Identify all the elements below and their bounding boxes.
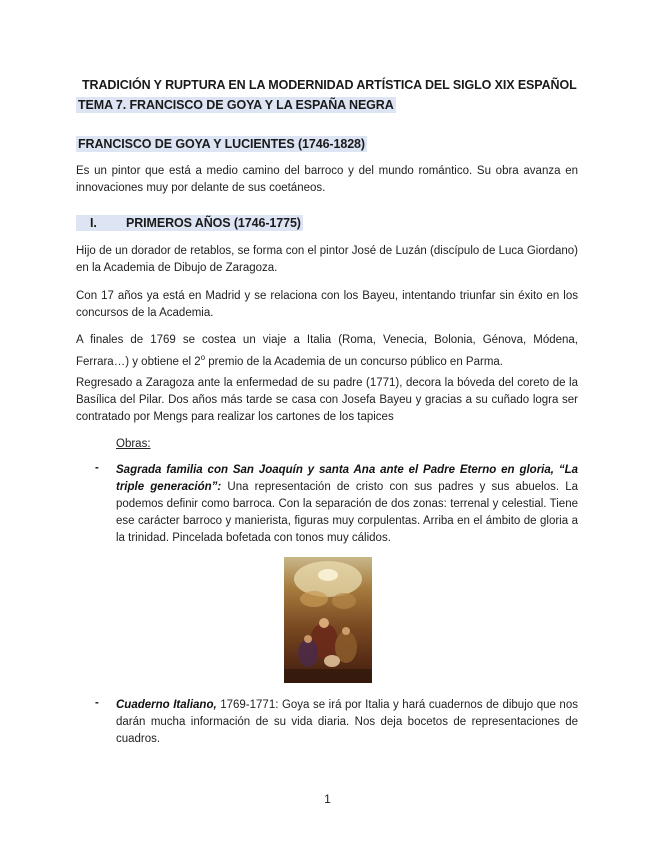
paragraph-4: Regresado a Zaragoza ante la enfermedad de su padre (1771), decora la bóveda del coreto de la Basílica del Pilar. Dos años más tarde se casa con Josefa Bayeu y gracias a su cuñado logra ser contratado por Mengs para realizar los cartones de los tapices — [76, 377, 578, 423]
obra-item — [116, 462, 578, 547]
document-title: TRADICIÓN Y RUPTURA EN LA MODERNIDAD ARTÍSTICA DEL SIGLO XIX ESPAÑOL — [82, 78, 577, 92]
painting-image — [284, 557, 372, 683]
obra-title: Sagrada familia con San Joaquín y santa Ana ante el Padre Eterno en gloria, “La triple generación”: — [116, 464, 578, 493]
subsection-title: PRIMEROS AÑOS (1746-1775) — [126, 216, 301, 230]
paragraph-2: Con 17 años ya está en Madrid y se relaciona con los Bayeu, intentando triunfar sin éxito en los concursos de la Academia. — [76, 290, 578, 319]
subsection-number: I. — [90, 216, 97, 230]
painting-illustration — [284, 557, 372, 683]
obra-description: Una representación de cristo con sus padres y sus abuelos. La podemos definir como barroca. Con la separación de dos zonas: terrenal y celestial. Tiene ese carácter barroco y manierista, figuras muy corpulentas. Arriba en el ámbito de gloria a la trinidad. Pincelada bofetada con tonos muy cálidos. — [116, 481, 578, 544]
obra-item — [116, 697, 578, 748]
paragraph-1: Hijo de un dorador de retablos, se forma con el pintor José de Luzán (discípulo de Luca Giordano) en la Academia de Dibujo de Zaragoza. — [76, 245, 578, 274]
tema-title: TEMA 7. FRANCISCO DE GOYA Y LA ESPAÑA NEGRA — [78, 98, 394, 112]
paragraph-3: A finales de 1769 se costea un viaje a Italia (Roma, Venecia, Bolonia, Génova, Módena, Ferrara…) y obtiene el 2$^o$ premio de la Academia de un concurso público en Parma. — [76, 334, 578, 368]
page-number: 1 — [324, 792, 331, 806]
bullet-dash: - — [95, 462, 99, 474]
intro-paragraph: Es un pintor que está a medio camino del barroco y del mundo romántico. Su obra avanza en innovaciones muy por delante de sus coetáneos. — [76, 165, 578, 194]
obras-label: Obras: — [116, 438, 151, 450]
bullet-dash: - — [95, 697, 99, 709]
subsection-heading — [76, 214, 303, 232]
obra-description: 1769-1771: Goya se irá por Italia y hará cuadernos de dibujo que nos darán mucha información de su vida diaria. Nos deja bocetos de representaciones de cuadros. — [116, 699, 578, 745]
obra-title: Cuaderno Italiano, — [116, 699, 217, 711]
section-heading: FRANCISCO DE GOYA Y LUCIENTES (1746-1828) — [78, 137, 365, 151]
